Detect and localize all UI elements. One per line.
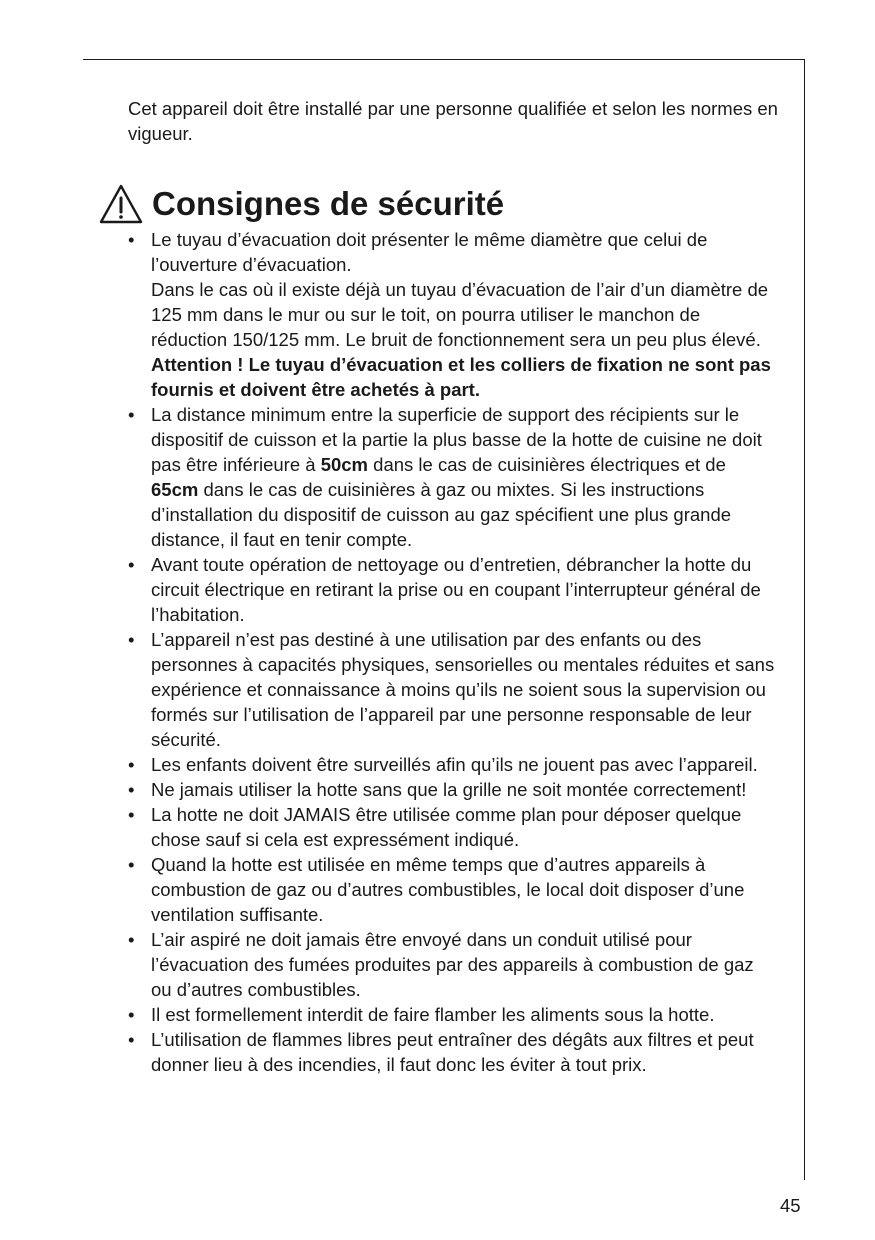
item-text: Les enfants doivent être surveillés afin qu’ils ne jouent pas avec l’appareil. <box>151 754 758 775</box>
text-part: dans le cas de cuisinières électriques et de <box>368 454 726 475</box>
list-item <box>128 752 776 777</box>
distance-value: 50cm <box>320 454 369 475</box>
list-item <box>128 402 776 552</box>
bullet: • <box>128 754 135 775</box>
bullet: • <box>128 804 135 825</box>
safety-list <box>128 227 776 1077</box>
item-text: Il est formellement interdit de faire flamber les aliments sous la hotte. <box>151 1004 715 1025</box>
item-warning: Attention ! Le tuyau d’évacuation et les colliers de fixation ne sont pas fournis et doivent être achetés à part. <box>151 354 771 400</box>
bullet: • <box>128 554 135 575</box>
bullet: • <box>128 929 135 950</box>
bullet: • <box>128 629 135 650</box>
bullet: • <box>128 779 135 800</box>
right-rule <box>804 59 805 1180</box>
list-item <box>128 852 776 927</box>
top-rule <box>83 59 805 60</box>
list-item <box>128 552 776 627</box>
page-number: 45 <box>780 1195 801 1216</box>
item-text: La hotte ne doit JAMAIS être utilisée comme plan pour déposer quelque chose sauf si cela est expressément indiqué. <box>151 804 742 850</box>
text-part: dans le cas de cuisinières à gaz ou mixtes. Si les instructions d’installation du dispositif de cuisson au gaz spécifient une plus grande distance, il faut en tenir compte. <box>151 479 732 550</box>
section-heading <box>99 182 504 226</box>
intro-paragraph: Cet appareil doit être installé par une personne qualifiée et selon les normes en vigueur. <box>128 98 778 144</box>
text-part: La distance minimum entre la superficie de support des récipients sur le dispositif de cuisson et la partie la plus basse de la hotte de cuisine ne doit pas être inférieure à <box>151 404 762 475</box>
bullet: • <box>128 404 135 425</box>
list-item <box>128 927 776 1002</box>
bullet: • <box>128 1029 135 1050</box>
section-title: Consignes de sécurité <box>152 185 505 222</box>
list-item <box>128 1027 776 1077</box>
item-text: Ne jamais utiliser la hotte sans que la grille ne soit montée correctement! <box>151 779 747 800</box>
item-text: L’air aspiré ne doit jamais être envoyé dans un conduit utilisé pour l’évacuation des fumées produites par des appareils à combustion de gaz ou d’autres combustibles. <box>151 929 754 1000</box>
list-item <box>128 802 776 852</box>
distance-value: 65cm <box>151 479 199 500</box>
item-text: L’appareil n’est pas destiné à une utilisation par des enfants ou des personnes à capacités physiques, sensorielles ou mentales réduites et sans expérience et connaissance à moins qu’ils ne soient sous la supervision ou formés sur l’utilisation de l’appareil par une personne responsable de leur sécurité. <box>151 629 775 750</box>
list-item <box>128 777 776 802</box>
list-item <box>128 1002 776 1027</box>
item-text: Avant toute opération de nettoyage ou d’entretien, débrancher la hotte du circuit électrique en retirant la prise ou en coupant l’interrupteur général de l’habitation. <box>151 554 761 625</box>
item-text <box>151 402 776 552</box>
item-text: Quand la hotte est utilisée en même temps que d’autres appareils à combustion de gaz ou d’autres combustibles, le local doit disposer d’une ventilation suffisante. <box>151 854 745 925</box>
item-text: L’utilisation de flammes libres peut entraîner des dégâts aux filtres et peut donner lieu à des incendies, il faut donc les éviter à tout prix. <box>151 1029 754 1075</box>
warning-triangle-icon <box>99 184 143 224</box>
item-text: Le tuyau d’évacuation doit présenter le même diamètre que celui de l’ouverture d’évacuation. <box>151 229 708 275</box>
bullet: • <box>128 854 135 875</box>
list-item <box>128 227 776 402</box>
item-text: Dans le cas où il existe déjà un tuyau d’évacuation de l’air d’un diamètre de 125 mm dans le mur ou sur le toit, on pourra utiliser le manchon de réduction 150/125 mm. Le bruit de fonctionnement sera un peu plus élevé. <box>151 279 769 350</box>
bullet: • <box>128 1004 135 1025</box>
list-item <box>128 627 776 752</box>
bullet: • <box>128 229 135 250</box>
